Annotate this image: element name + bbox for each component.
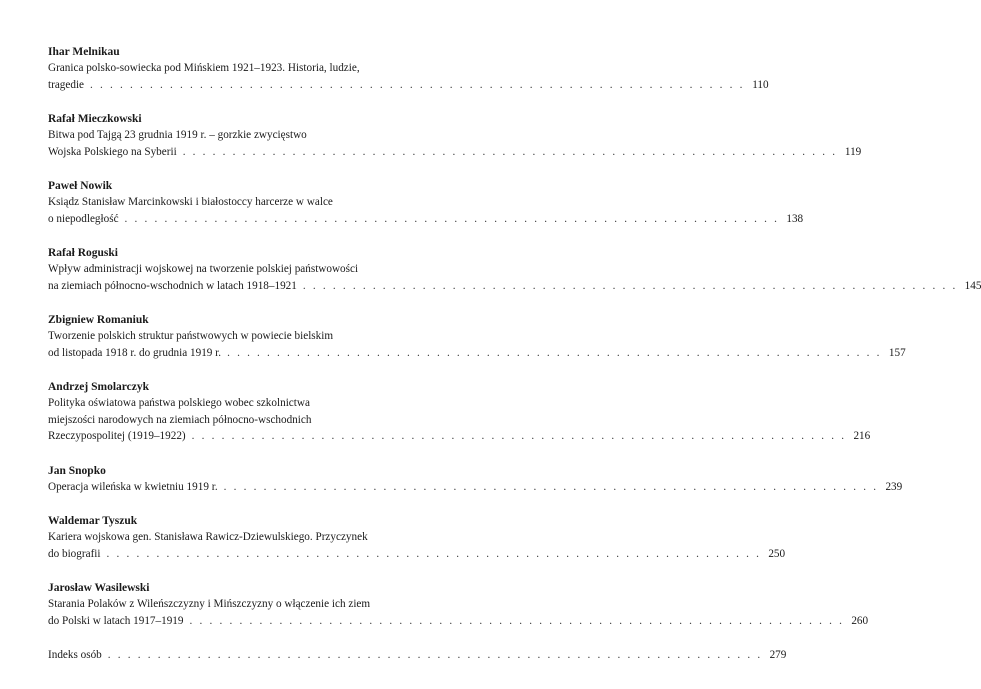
title-line: Tworzenie polskich struktur państwowych w powiecie bielskim (48, 330, 334, 342)
toc-entry (48, 379, 871, 445)
dot-leader: . . . . . . . . . . . . . . . . . . . . . . . . . . . . . . . . . . . . . . . . . . . . . . . . . . . . . . . . . . . . . . . . . . (189, 614, 845, 627)
title-line: Ksiądz Stanisław Marcinkowski i białostoccy harcerze w walce (48, 196, 333, 208)
title-line: Polityka oświatowa państwa polskiego wobec szkolnictwa (48, 397, 310, 409)
toc-entry (48, 312, 906, 361)
author-name: Jarosław Wasilewski (48, 582, 150, 594)
title-line: do Polski w latach 1917–1919 (48, 614, 184, 627)
toc-entry (48, 513, 786, 562)
toc-entry (48, 44, 769, 93)
dot-leader: . . . . . . . . . . . . . . . . . . . . . . . . . . . . . . . . . . . . . . . . . . . . . . . . . . . . . . . . . . . . . . . . . . (227, 346, 882, 359)
title-line: o niepodległość (48, 212, 119, 225)
page-number: 157 (888, 346, 906, 359)
title-line: Bitwa pod Tajgą 23 grudnia 1919 r. – gorzkie zwycięstwo (48, 129, 307, 141)
dot-leader: . . . . . . . . . . . . . . . . . . . . . . . . . . . . . . . . . . . . . . . . . . . . . . . . . . . . . . . . . . . . . . . . . . (124, 212, 780, 225)
toc-entry-link[interactable] (48, 77, 769, 94)
title-line: Operacja wileńska w kwietniu 1919 r. (48, 480, 218, 493)
dot-leader: . . . . . . . . . . . . . . . . . . . . . . . . . . . . . . . . . . . . . . . . . . . . . . . . . . . . . . . . . . . . . . . . . . (302, 279, 958, 292)
dot-leader: . . . . . . . . . . . . . . . . . . . . . . . . . . . . . . . . . . . . . . . . . . . . . . . . . . . . . . . . . . . . . . . . . . (107, 649, 763, 661)
dot-leader: . . . . . . . . . . . . . . . . . . . . . . . . . . . . . . . . . . . . . . . . . . . . . . . . . . . . . . . . . . . . . . . . . . (106, 547, 762, 560)
page-number: 138 (786, 212, 804, 225)
dot-leader: . . . . . . . . . . . . . . . . . . . . . . . . . . . . . . . . . . . . . . . . . . . . . . . . . . . . . . . . . . . . . . . . . . (191, 430, 847, 442)
title-line: Wpływ administracji wojskowej na tworzenie polskiej państwowości (48, 263, 359, 275)
author-name: Paweł Nowik (48, 180, 113, 192)
toc-entry (48, 245, 981, 294)
title-line: Wojska Polskiego na Syberii (48, 145, 177, 158)
toc-entry-link[interactable] (48, 144, 862, 161)
title-line: miejszości narodowych na ziemiach północno-wschodnich (48, 413, 312, 426)
author-name: Zbigniew Romaniuk (48, 314, 149, 326)
title-line: do biografii (48, 547, 101, 560)
title-line: Indeks osób (48, 649, 102, 661)
page-number: 260 (851, 614, 869, 627)
author-name: Ihar Melnikau (48, 46, 120, 58)
toc-entry (48, 580, 869, 629)
dot-leader: . . . . . . . . . . . . . . . . . . . . . . . . . . . . . . . . . . . . . . . . . . . . . . . . . . . . . . . . . . . . . . . . . . (223, 480, 879, 493)
index-link[interactable] (48, 647, 787, 664)
toc-entry-link[interactable] (48, 345, 906, 362)
page-number: 110 (752, 78, 769, 91)
title-line: Starania Polaków z Wileńszczyzny i Mińszczyzny o włączenie ich ziem (48, 598, 371, 610)
title-line: na ziemiach północno-wschodnich w latach 1918–1921 (48, 279, 297, 292)
toc-entry-link[interactable] (48, 613, 869, 630)
toc-entry-link[interactable] (48, 546, 786, 563)
author-name: Jan Snopko (48, 464, 106, 477)
dot-leader: . . . . . . . . . . . . . . . . . . . . . . . . . . . . . . . . . . . . . . . . . . . . . . . . . . . . . . . . . . . . . . . . . . (90, 78, 745, 91)
page-number: 119 (844, 145, 862, 158)
title-line: Kariera wojskowa gen. Stanisława Rawicz-Dziewulskiego. Przyczynek (48, 531, 368, 543)
toc-entry-link[interactable] (48, 278, 981, 295)
title-line: od listopada 1918 r. do grudnia 1919 r. (48, 346, 222, 359)
title-line: Rzeczypospolitej (1919–1922) (48, 430, 186, 442)
author-name: Andrzej Smolarczyk (48, 381, 150, 393)
dot-leader: . . . . . . . . . . . . . . . . . . . . . . . . . . . . . . . . . . . . . . . . . . . . . . . . . . . . . . . . . . . . . . . . . . (182, 145, 838, 158)
author-name: Rafał Mieczkowski (48, 113, 142, 125)
author-name: Waldemar Tyszuk (48, 515, 138, 527)
title-line: tragedie (48, 78, 85, 91)
toc-entry (48, 178, 804, 227)
table-of-contents (48, 44, 981, 682)
author-name: Rafał Roguski (48, 247, 118, 259)
toc-entry (48, 111, 862, 160)
page-number: 216 (853, 430, 871, 442)
toc-entry (48, 463, 903, 496)
toc-entry-link[interactable] (48, 428, 871, 445)
page-number: 250 (768, 547, 786, 560)
toc-entry-link[interactable] (48, 479, 903, 496)
title-line: Granica polsko-sowiecka pod Mińskiem 1921–1923. Historia, ludzie, (48, 62, 360, 74)
page-number: 239 (885, 480, 903, 493)
page-number: 279 (769, 649, 787, 661)
index-entry (48, 647, 787, 664)
page-number: 145 (964, 279, 981, 292)
toc-entry-link[interactable] (48, 211, 804, 228)
